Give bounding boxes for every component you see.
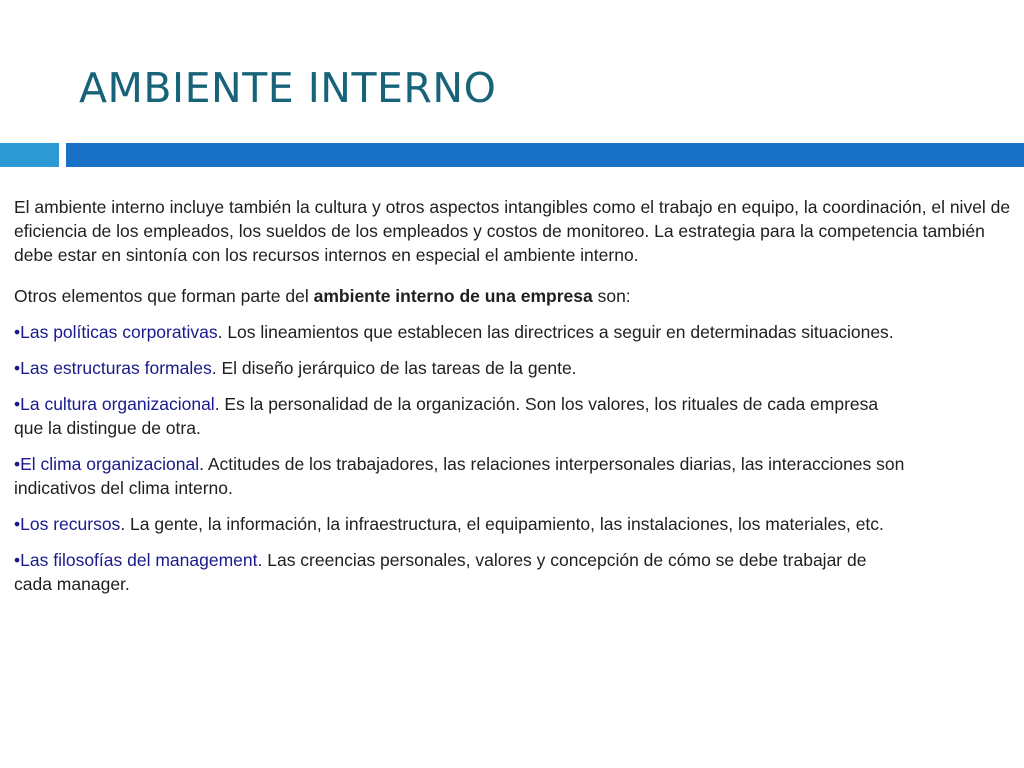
bullet-description: . Actitudes de los trabajadores, las relaciones interpersonales diarias, las interacciones son indicativos del clima interno. bbox=[14, 454, 905, 498]
slide-body bbox=[14, 195, 1024, 608]
bullet-term: •El clima organizacional bbox=[14, 454, 200, 474]
elements-intro-bold: ambiente interno de una empresa bbox=[313, 286, 593, 306]
bullet-term: •Las estructuras formales bbox=[14, 358, 212, 378]
bullet-term: •Los recursos bbox=[14, 514, 121, 534]
bullet-description: . La gente, la información, la infraestructura, el equipamiento, las instalaciones, los materiales, etc. bbox=[120, 514, 884, 534]
elements-intro-text: Otros elementos que forman parte del bbox=[14, 286, 314, 306]
bullet-item-cultura bbox=[14, 392, 1024, 440]
accent-bar-light bbox=[0, 143, 59, 167]
elements-intro-suffix: son: bbox=[592, 286, 631, 306]
bullet-item-politicas bbox=[14, 320, 1024, 344]
bullet-term: •Las políticas corporativas bbox=[14, 322, 218, 342]
bullet-term: •Las filosofías del management bbox=[14, 550, 258, 570]
bullet-term: •La cultura organizacional bbox=[14, 394, 215, 414]
accent-bar-dark bbox=[66, 143, 1024, 167]
slide-title: AMBIENTE INTERNO bbox=[79, 64, 497, 112]
bullet-description: . El diseño jerárquico de las tareas de la gente. bbox=[211, 358, 577, 378]
bullet-item-filosofias bbox=[14, 548, 1024, 596]
elements-intro-line bbox=[14, 284, 1024, 308]
bullet-item-recursos bbox=[14, 512, 1024, 536]
bullet-description: . Es la personalidad de la organización. Son los valores, los rituales de cada empresa que la distingue de otra. bbox=[14, 394, 879, 438]
bullet-description: . Las creencias personales, valores y concepción de cómo se debe trabajar de cada manager. bbox=[14, 550, 867, 594]
bullet-item-estructuras bbox=[14, 356, 1024, 380]
bullet-item-clima bbox=[14, 452, 1024, 500]
intro-paragraph: El ambiente interno incluye también la cultura y otros aspectos intangibles como el trabajo en equipo, la coordinación, el nivel de eficiencia de los empleados, los sueldos de los empleados y costos de monitoreo. La estrategia para la competencia también debe estar en sintonía con los recursos internos en especial el ambiente interno. bbox=[14, 197, 1011, 265]
bullet-description: . Los lineamientos que establecen las directrices a seguir en determinadas situaciones. bbox=[217, 322, 894, 342]
